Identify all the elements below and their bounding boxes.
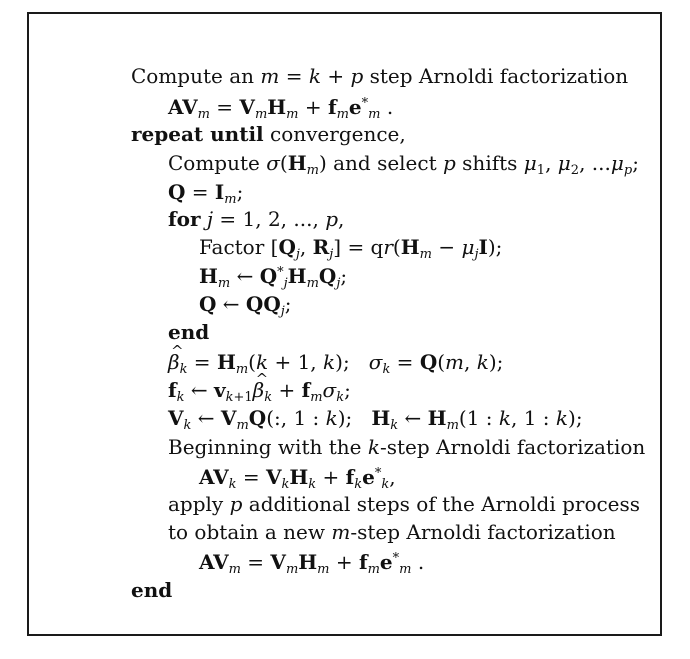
algo-line-8: $H_m$ ← $Q^*_jH_mQ_j$; xyxy=(199,264,348,291)
algo-line-12: $f_k$ ← $v_{k+1}\^{}$ $\beta_k + f_m\sigma_k$; xyxy=(168,378,351,402)
algo-line-19: end xyxy=(131,578,173,602)
algo-line-13: $V_k$ ← $V_mQ$(:, 1 : k); $H_k$ ← $H_m(1$ : k, 1 : k); xyxy=(168,406,583,433)
algo-line-11: ^ $\beta_k = H_m(k + 1$, k); $\sigma_k = Q(m$, k); xyxy=(168,350,503,374)
algo-line-9: Q ← $QQ_j$; xyxy=(199,292,292,319)
algo-line-14: Beginning with the k-step Arnoldi factorization xyxy=(168,435,646,459)
algo-line-18: $AV_m = V_mH_m + f_me^*_m$ . xyxy=(199,550,425,577)
algo-line-5: $Q = I_m$; xyxy=(168,180,244,207)
algo-line-1: Compute an m = k + p step Arnoldi factorization xyxy=(131,64,629,88)
algo-line-7: Factor [$Q_j$, $R_j] = qr(H_m - \mu_jI)$; xyxy=(199,235,503,262)
algo-line-6: for j = 1, 2, ..., p, xyxy=(168,207,345,231)
algo-line-17: to obtain a new m-step Arnoldi factorization xyxy=(168,520,616,544)
algo-line-16: apply p additional steps of the Arnoldi process xyxy=(168,492,641,516)
algo-line-15: $AV_k = V_kH_k + f_ke^*_k$, xyxy=(199,465,396,492)
algo-line-4: Compute $\sigma(H_m)$ and select p shifts $\mu_1$, $\mu_2$, $...\mu_p$; xyxy=(168,151,639,178)
algo-line-2: $AV_m = V_mH_m + f_me^*_m$ . xyxy=(168,95,394,122)
algo-line-10: end xyxy=(168,320,210,344)
algo-line-3: repeat until convergence, xyxy=(131,122,406,146)
